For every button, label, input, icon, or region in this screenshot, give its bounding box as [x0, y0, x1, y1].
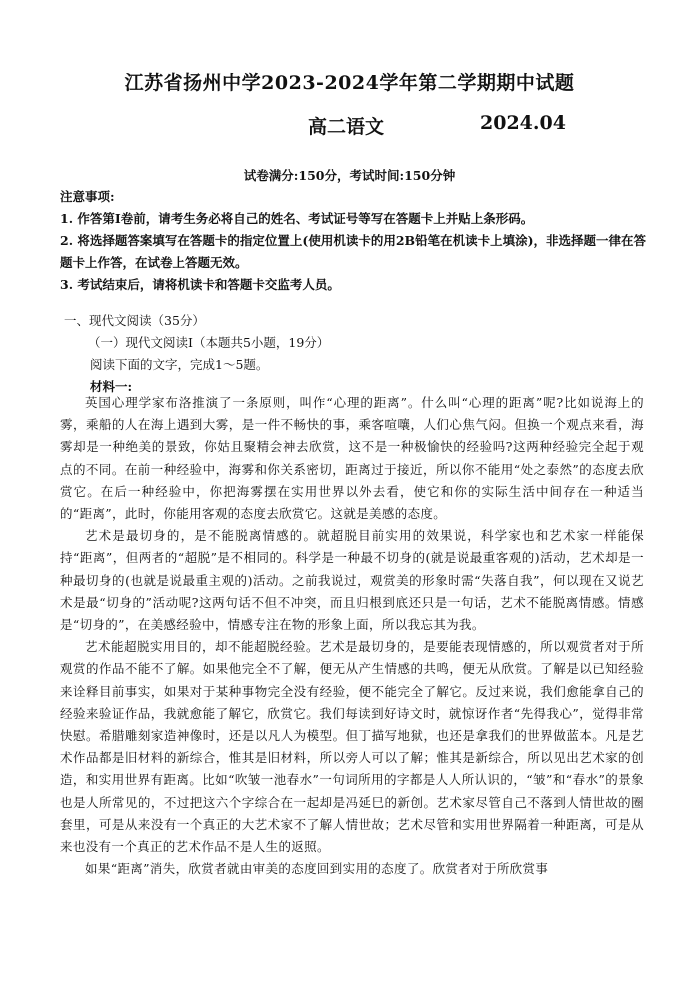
notes-block [60, 186, 650, 296]
note-item: 3. 考试结束后，请将机读卡和答题卡交监考人员。 [60, 277, 340, 292]
instruction: 阅读下面的文字，完成1～5题。 [90, 357, 269, 372]
reading-passage [60, 392, 644, 880]
sub-title: （一）现代文阅读Ⅰ（本题共5小题，19分） [88, 335, 330, 350]
note-item: 2. 将选择题答案填写在答题卡的指定位置上(使用机读卡的用2B铅笔在机读卡上填涂)，非选择题一律在答题卡上作答，在试卷上答题无效。 [60, 233, 646, 270]
subject-label: 高二语文 [308, 116, 385, 138]
section-header [64, 310, 644, 398]
subtitle-row [0, 112, 699, 138]
note-item: 1. 作答第Ⅰ卷前，请考生务必将自己的姓名、考试证号等写在答题卡上并贴上条形码。 [60, 211, 534, 226]
paragraph: 艺术能超脱实用目的，却不能超脱经验。艺术是最切身的，是要能表现情感的，所以观赏者对于所观赏的作品不能不了解。如果他完全不了解，便无从产生情感的共鸣，便无从欣赏。了解是以已知经验来诠释目前事实，如果对于某种事物完全没有经验，便不能完全了解它。反过来说，我们愈能拿自己的经验来验证作品，我就愈能了解它，欣赏它。我们每读到好诗文时，就惊讶作者“先得我心”，觉得非常快慰。希腊雕刻家造神像时，还是以凡人为模型。但丁描写地狱，也还是拿我们的世界做蓝本。凡是艺术作品都是旧材料的新综合，惟其是旧材料，所以旁人可以了解；惟其是新综合，所以见出艺术家的创造，和实用世界有距离。比如“吹皱一池春水”一句词所用的字都是人人所认识的，“皱”和“春水”的景象也是人所常见的，不过把这六个字综合在一起却是冯延巳的新创。艺术家尽管自己不落到人情世故的圈套里，可是从来没有一个真正的大艺术家不了解人情世故；艺术尽管和实用世界隔着一种距离，可是从来也没有一个真正的艺术作品不是人生的返照。 [60, 639, 644, 855]
part-title: 一、现代文阅读（35分） [64, 313, 205, 328]
paragraph: 英国心理学家布洛推演了一条原则，叫作“心理的距离”。什么叫“心理的距离”呢?比如说海上的雾，乘船的人在海上遇到大雾，是一件不畅快的事，乘客喧嚷，人们心焦气闷。但换一个观点来看，海雾却是一种绝美的景致，你姑且聚精会神去欣赏，这不是一种极愉快的经验吗?这两种经验完全起于观点的不同。在前一种经验中，海雾和你关系密切，距离过于接近，所以你不能用“处之泰然”的态度去欣赏它。在后一种经验中，你把海雾摆在实用世界以外去看，使它和你的实际生活中间存在一种适当的“距离”，此时，你能用客观的态度去欣赏它。这就是美感的态度。 [60, 395, 644, 522]
exam-info: 试卷满分:150分，考试时间:150分钟 [243, 168, 456, 183]
exam-title: 江苏省扬州中学2023-2024学年第二学期期中试题 [124, 72, 575, 94]
exam-date: 2024.04 [480, 112, 566, 134]
notes-heading: 注意事项: [60, 189, 115, 204]
material-label: 材料一: [90, 379, 133, 394]
paragraph: 如果“距离”消失，欣赏者就由审美的态度回到实用的态度了。欣赏者对于所欣赏事 [85, 861, 549, 877]
paragraph: 艺术是最切身的，是不能脱离情感的。就超脱目前实用的效果说，科学家也和艺术家一样能保持“距离”，但两者的“超脱”是不相同的。科学是一种最不切身的(就是说最重客观的)活动，艺术却是一种最切身的(也就是说最重主观的)活动。之前我说过，观赏美的形象时需“失落自我”，何以现在又说艺术是最“切身的”活动呢?这两句话不但不冲突，而且归根到底还只是一句话，艺术不能脱离情感。情感是“切身的”，在美感经验中，情感专注在物的形象上面，所以我忘其为我。 [60, 528, 644, 633]
